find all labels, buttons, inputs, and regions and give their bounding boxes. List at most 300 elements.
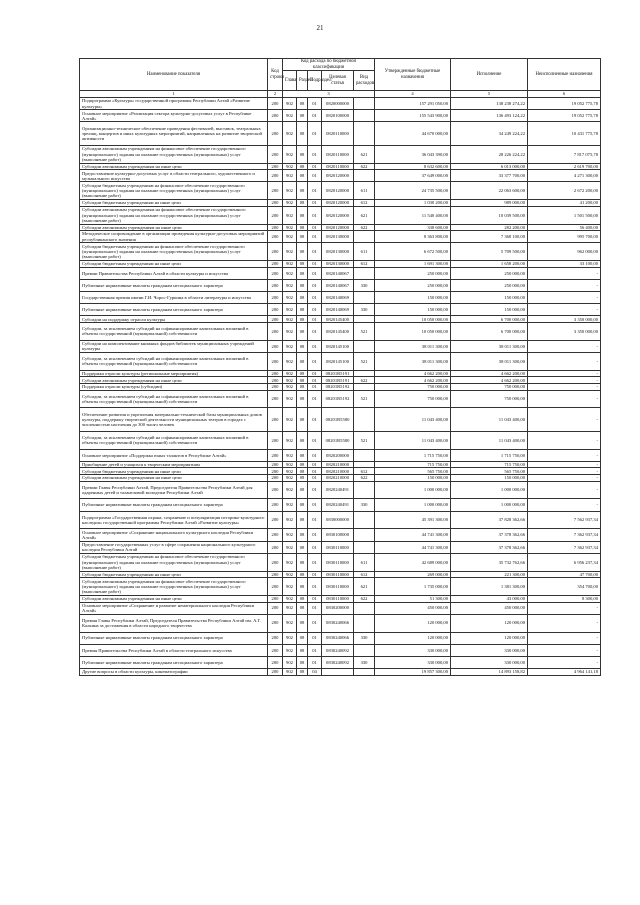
row-razdel: 08 — [297, 595, 308, 602]
row-vid — [354, 370, 375, 377]
row-target: 08201R5580 — [322, 431, 354, 449]
row-approved: 10 050 000,00 — [375, 323, 451, 341]
row-name: Предоставление культурно-досуговых услуг в области театрального, художественного и музыкального искусства — [80, 170, 268, 182]
row-glava: 902 — [283, 461, 297, 468]
row-razdel: 08 — [297, 475, 308, 482]
page-number: 21 — [316, 24, 324, 32]
row-vid — [354, 602, 375, 614]
row-unexecuted: - — [528, 499, 601, 511]
row-glava: 902 — [283, 475, 297, 482]
row-name: Субсидии на поддержку отрасли культуры — [80, 316, 268, 323]
row-vid: 622 — [354, 224, 375, 231]
row-name: Основное мероприятие «Поддержка юных талантов в Республике Алтай» — [80, 449, 268, 461]
row-executed: 1 000 000,00 — [451, 481, 528, 499]
row-approved: 37 649 000,00 — [375, 170, 451, 182]
row-vid — [354, 408, 375, 431]
row-approved: 120 000,00 — [375, 614, 451, 632]
row-name: Основное мероприятие «Сохранение национального культурного наследия Республики Алтай» — [80, 529, 268, 541]
table-row — [80, 656, 601, 668]
row-podrazdel: 01 — [308, 511, 322, 529]
row-podrazdel: 01 — [308, 553, 322, 571]
table-row — [80, 224, 601, 231]
row-code: 200 — [268, 481, 283, 499]
row-approved: 750 000,00 — [375, 390, 451, 408]
row-code: 200 — [268, 511, 283, 529]
row-razdel: 08 — [297, 431, 308, 449]
row-approved: 44 741 300,00 — [375, 529, 451, 541]
row-vid: 330 — [354, 632, 375, 644]
row-vid — [354, 481, 375, 499]
row-razdel: 08 — [297, 656, 308, 668]
row-unexecuted: 7 362 937,34 — [528, 529, 601, 541]
row-approved: 1 715 750,00 — [375, 449, 451, 461]
row-vid: 612 — [354, 468, 375, 475]
row-approved: 24 735 500,00 — [375, 182, 451, 200]
row-target: 0820130000 — [322, 243, 354, 261]
row-executed: 282 200,00 — [451, 224, 528, 231]
row-name: Субсидии, за исключением субсидий на софинансирование капитальных вложений в объекты государственной (муниципальной) собственности — [80, 353, 268, 371]
row-unexecuted: 7 362 937,34 — [528, 541, 601, 553]
row-code: 200 — [268, 377, 283, 384]
row-executed: 37 378 362,66 — [451, 541, 528, 553]
row-razdel: 08 — [297, 353, 308, 371]
row-razdel: 08 — [297, 481, 308, 499]
row-code: 200 — [268, 669, 283, 676]
row-target: 0820130000 — [322, 261, 354, 268]
row-name: Поддержка отрасли культуры (субсидии) — [80, 384, 268, 391]
row-glava: 902 — [283, 449, 297, 461]
row-vid: 622 — [354, 595, 375, 602]
row-executed: 1 000 000,00 — [451, 499, 528, 511]
row-approved: 4 662 200,00 — [375, 370, 451, 377]
row-unexecuted: - — [528, 602, 601, 614]
row-glava: 902 — [283, 656, 297, 668]
row-vid: 330 — [354, 499, 375, 511]
row-vid — [354, 340, 375, 352]
row-podrazdel: 01 — [308, 231, 322, 243]
row-razdel: 08 — [297, 669, 308, 676]
row-name: Субсидии бюджетным учреждениям на финансовое обеспечение государственного (муниципального) задания на оказание государственных (муниципальных) услуг (выполнение работ) — [80, 243, 268, 261]
table-body — [80, 98, 601, 676]
row-vid — [354, 461, 375, 468]
row-unexecuted: - — [528, 461, 601, 468]
row-approved: 330 000,00 — [375, 644, 451, 656]
row-approved: 157 291 050,00 — [375, 98, 451, 110]
row-code: 200 — [268, 390, 283, 408]
row-unexecuted: 2 672 200,00 — [528, 182, 601, 200]
row-glava: 902 — [283, 182, 297, 200]
table-row — [80, 461, 601, 468]
table-row — [80, 353, 601, 371]
row-target: 0820140067 — [322, 279, 354, 291]
row-target: 0820200000 — [322, 449, 354, 461]
row-code: 200 — [268, 304, 283, 316]
header-code: Код строки — [268, 59, 283, 91]
row-name: Премии Правительства Республики Алтай в области культуры и искусства — [80, 267, 268, 279]
row-podrazdel: 01 — [308, 170, 322, 182]
row-approved: 11 043 400,00 — [375, 431, 451, 449]
row-name: Субсидии автономным учреждениям на иные цели — [80, 224, 268, 231]
row-name: Субсидии автономным учреждениям на иные цели — [80, 595, 268, 602]
row-name: Приобщение детей и учащихся к творческим мероприятиям — [80, 461, 268, 468]
row-unexecuted: - — [528, 304, 601, 316]
row-glava: 902 — [283, 578, 297, 596]
row-unexecuted: 1 501 500,00 — [528, 206, 601, 224]
row-glava: 902 — [283, 390, 297, 408]
row-podrazdel: 01 — [308, 529, 322, 541]
row-name: Премия Правительства Республики Алтай в области театрального искусства — [80, 644, 268, 656]
row-glava: 902 — [283, 323, 297, 341]
row-unexecuted: 8 300,00 — [528, 595, 601, 602]
table-row — [80, 323, 601, 341]
row-executed: 22 063 600,00 — [451, 182, 528, 200]
row-executed: 11 043 400,00 — [451, 408, 528, 431]
row-razdel: 08 — [297, 279, 308, 291]
row-approved: 6 672 500,00 — [375, 243, 451, 261]
row-unexecuted: 7 562 937,34 — [528, 511, 601, 529]
row-razdel: 08 — [297, 200, 308, 207]
row-target: 0830110000 — [322, 578, 354, 596]
row-name: Обеспечение развития и укрепления материально-технической базы муниципальных домов культуры, поддержку творческой деятельности муниципальных театров в городах с численностью населения до 300 тысяч человек — [80, 408, 268, 431]
row-vid: 521 — [354, 323, 375, 341]
row-razdel: 08 — [297, 511, 308, 529]
table-row — [80, 578, 601, 596]
row-vid: 621 — [354, 206, 375, 224]
row-name: Субсидии бюджетным учреждениям на финансовое обеспечение государственного (муниципального) задания на оказание государственных (муниципальных) услуг (выполнение работ) — [80, 553, 268, 571]
row-target: 08201R5192 — [322, 390, 354, 408]
row-glava: 902 — [283, 384, 297, 391]
row-podrazdel: 01 — [308, 541, 322, 553]
row-podrazdel: 01 — [308, 377, 322, 384]
table-row — [80, 475, 601, 482]
table-row — [80, 431, 601, 449]
row-executed: 35 732 762,66 — [451, 553, 528, 571]
row-podrazdel: 01 — [308, 163, 322, 170]
row-target: 0820145400 — [322, 323, 354, 341]
row-unexecuted: 19 052 775,78 — [528, 110, 601, 122]
row-unexecuted: 19 052 775,78 — [528, 98, 601, 110]
row-podrazdel: 01 — [308, 449, 322, 461]
row-approved: 1 691 300,00 — [375, 261, 451, 268]
row-executed: 4 662 200,00 — [451, 377, 528, 384]
row-executed: 450 000,00 — [451, 602, 528, 614]
row-approved: 36 043 390,00 — [375, 145, 451, 163]
row-executed: 11 043 400,00 — [451, 431, 528, 449]
row-target: 0820130000 — [322, 231, 354, 243]
row-code: 200 — [268, 595, 283, 602]
row-razdel: 08 — [297, 182, 308, 200]
row-razdel: 08 — [297, 243, 308, 261]
row-razdel: 08 — [297, 578, 308, 596]
row-executed: 120 000,00 — [451, 632, 528, 644]
row-razdel: 08 — [297, 408, 308, 431]
row-vid: 612 — [354, 261, 375, 268]
row-target: 0820120000 — [322, 200, 354, 207]
row-vid: 611 — [354, 553, 375, 571]
row-target: 08201R5191 — [322, 377, 354, 384]
row-code: 200 — [268, 468, 283, 475]
row-approved: 1 735 000,00 — [375, 578, 451, 596]
row-target: 0830110000 — [322, 541, 354, 553]
row-approved: 450 000,00 — [375, 602, 451, 614]
row-vid: 612 — [354, 571, 375, 578]
row-target: 0830240092 — [322, 656, 354, 668]
row-podrazdel: 01 — [308, 353, 322, 371]
row-glava: 902 — [283, 571, 297, 578]
row-executed: 138 238 274,22 — [451, 98, 528, 110]
row-unexecuted: 10 431 775,78 — [528, 122, 601, 145]
row-target: 0830000000 — [322, 511, 354, 529]
row-unexecuted: - — [528, 370, 601, 377]
row-name: Подпрограмма «Государственная охрана, сохранение и популяризация историко-культурного наследия» государственной программы Республики Алтай «Развитие культуры» — [80, 511, 268, 529]
row-vid — [354, 449, 375, 461]
row-glava: 902 — [283, 431, 297, 449]
row-razdel: 08 — [297, 145, 308, 163]
table-row — [80, 602, 601, 614]
row-target — [322, 669, 354, 676]
row-approved: 250 000,00 — [375, 267, 451, 279]
row-code: 200 — [268, 110, 283, 122]
row-name: Премия Главы Республики Алтай, Председателя Правительства Республики Алтай им. А.Г. Калкина за достижения в области народного творчества — [80, 614, 268, 632]
row-razdel: 08 — [297, 370, 308, 377]
row-podrazdel: 01 — [308, 340, 322, 352]
row-approved: 38 011 300,00 — [375, 340, 451, 352]
row-unexecuted: 4 964 141,18 — [528, 669, 601, 676]
row-glava: 902 — [283, 279, 297, 291]
row-vid — [354, 614, 375, 632]
row-approved: 150 000,00 — [375, 292, 451, 304]
table-row — [80, 279, 601, 291]
row-executed: 6 013 000,00 — [451, 163, 528, 170]
row-podrazdel: 01 — [308, 267, 322, 279]
row-unexecuted: - — [528, 431, 601, 449]
table-row — [80, 170, 601, 182]
row-razdel: 08 — [297, 541, 308, 553]
row-razdel: 08 — [297, 292, 308, 304]
row-target: 0820100000 — [322, 110, 354, 122]
row-vid — [354, 292, 375, 304]
row-target: 0830100000 — [322, 529, 354, 541]
row-code: 200 — [268, 292, 283, 304]
row-code: 200 — [268, 499, 283, 511]
row-approved: 150 000,00 — [375, 475, 451, 482]
row-approved: 338 600,00 — [375, 224, 451, 231]
row-name: Субсидии бюджетным учреждениям на финансовое обеспечение государственного (муниципального) задания на оказание государственных (муниципальных) услуг (выполнение работ) — [80, 182, 268, 200]
row-code: 200 — [268, 122, 283, 145]
row-razdel: 08 — [297, 390, 308, 408]
header-podrazdel: Подраздел — [308, 71, 322, 91]
row-razdel: 08 — [297, 468, 308, 475]
row-vid: 521 — [354, 353, 375, 371]
row-approved: 11 043 400,00 — [375, 408, 451, 431]
row-target: 0820240491 — [322, 499, 354, 511]
row-executed: 330 000,00 — [451, 656, 528, 668]
row-name: Субсидии автономным учреждениям на финансовое обеспечение государственного (муниципального) задания на оказание государственных (муниципальных) услуг (выполнение работ) — [80, 145, 268, 163]
row-glava: 902 — [283, 243, 297, 261]
row-podrazdel: 01 — [308, 384, 322, 391]
row-executed: 10 039 500,00 — [451, 206, 528, 224]
row-code: 200 — [268, 408, 283, 431]
row-vid — [354, 511, 375, 529]
row-executed: 28 226 224,22 — [451, 145, 528, 163]
row-podrazdel: 01 — [308, 578, 322, 596]
row-target: 0820240491 — [322, 481, 354, 499]
row-vid: 521 — [354, 390, 375, 408]
row-code: 200 — [268, 231, 283, 243]
row-name: Государственная премия имени Г.И. Чорос-Гуркина в области литературы и искусства — [80, 292, 268, 304]
row-executed: 150 000,00 — [451, 292, 528, 304]
table-row — [80, 669, 601, 676]
row-glava: 902 — [283, 231, 297, 243]
table-row — [80, 614, 601, 632]
row-glava: 902 — [283, 353, 297, 371]
row-code: 200 — [268, 578, 283, 596]
row-code: 200 — [268, 461, 283, 468]
row-target: 0820110000 — [322, 163, 354, 170]
row-razdel: 08 — [297, 122, 308, 145]
row-target: 0820000000 — [322, 98, 354, 110]
budget-execution-table — [79, 58, 601, 676]
row-razdel: 08 — [297, 632, 308, 644]
row-name: Субсидии бюджетным учреждениям на иные цели — [80, 468, 268, 475]
row-name: Субсидии бюджетным учреждениям на иные цели — [80, 200, 268, 207]
row-target: 0820140069 — [322, 304, 354, 316]
row-approved: 330 000,00 — [375, 656, 451, 668]
row-podrazdel: 01 — [308, 431, 322, 449]
row-code: 200 — [268, 614, 283, 632]
row-code: 200 — [268, 170, 283, 182]
row-podrazdel: 01 — [308, 323, 322, 341]
table-row — [80, 145, 601, 163]
row-code: 200 — [268, 279, 283, 291]
row-vid — [354, 669, 375, 676]
row-name: Субсидии автономным учреждениям на иные цели — [80, 475, 268, 482]
table-row — [80, 110, 601, 122]
row-glava: 902 — [283, 340, 297, 352]
table-row — [80, 98, 601, 110]
row-target: 0820120000 — [322, 224, 354, 231]
row-vid — [354, 529, 375, 541]
row-razdel: 08 — [297, 267, 308, 279]
row-glava: 902 — [283, 304, 297, 316]
row-razdel: 08 — [297, 206, 308, 224]
row-approved: 120 000,00 — [375, 632, 451, 644]
row-unexecuted: - — [528, 353, 601, 371]
header-executed: Исполнение — [451, 59, 528, 91]
row-executed: 221 300,00 — [451, 571, 528, 578]
header-unexecuted: Неисполненные назначения — [528, 59, 601, 91]
row-approved: 1 030 200,00 — [375, 200, 451, 207]
row-code: 200 — [268, 182, 283, 200]
row-executed: 5 709 500,00 — [451, 243, 528, 261]
row-executed: 150 000,00 — [451, 304, 528, 316]
row-razdel: 08 — [297, 461, 308, 468]
row-unexecuted: 962 000,00 — [528, 243, 601, 261]
row-glava: 902 — [283, 292, 297, 304]
row-vid — [354, 644, 375, 656]
row-target: 0830240092 — [322, 644, 354, 656]
row-podrazdel: 01 — [308, 243, 322, 261]
header-vid: Вид расходов — [354, 71, 375, 91]
row-executed: 14 893 158,82 — [451, 669, 528, 676]
row-unexecuted: - — [528, 656, 601, 668]
row-target: 0820140069 — [322, 292, 354, 304]
row-target: 0830110000 — [322, 595, 354, 602]
row-approved: 8 363 800,00 — [375, 231, 451, 243]
row-podrazdel: 01 — [308, 110, 322, 122]
row-target: 08201R5191 — [322, 370, 354, 377]
row-approved: 150 000,00 — [375, 304, 451, 316]
table-row — [80, 261, 601, 268]
row-target: 0820145100 — [322, 353, 354, 371]
row-glava: 902 — [283, 553, 297, 571]
row-glava: 902 — [283, 206, 297, 224]
row-executed: 37 378 362,66 — [451, 529, 528, 541]
row-podrazdel: 01 — [308, 656, 322, 668]
row-executed: 1 658 200,00 — [451, 261, 528, 268]
row-name: Субсидии автономным учреждениям на иные цели — [80, 377, 268, 384]
row-name: Публичные нормативные выплаты гражданам несоциального характера — [80, 632, 268, 644]
row-glava: 902 — [283, 145, 297, 163]
row-unexecuted: 33 100,00 — [528, 261, 601, 268]
row-unexecuted: - — [528, 449, 601, 461]
table-row — [80, 231, 601, 243]
table-row — [80, 182, 601, 200]
row-glava: 902 — [283, 644, 297, 656]
row-razdel: 08 — [297, 449, 308, 461]
table-row — [80, 511, 601, 529]
row-executed: 6 700 000,00 — [451, 323, 528, 341]
row-razdel: 08 — [297, 499, 308, 511]
row-executed: 43 000,00 — [451, 595, 528, 602]
row-unexecuted: - — [528, 340, 601, 352]
row-vid: 621 — [354, 145, 375, 163]
row-razdel: 08 — [297, 110, 308, 122]
table-row — [80, 370, 601, 377]
col-number: 1 — [80, 91, 268, 98]
table-row — [80, 408, 601, 431]
col-number: 6 — [528, 91, 601, 98]
row-name: Субсидии бюджетным учреждениям на иные цели — [80, 571, 268, 578]
table-row — [80, 206, 601, 224]
row-approved: 51 300,00 — [375, 595, 451, 602]
row-podrazdel: 01 — [308, 206, 322, 224]
row-executed: 330 000,00 — [451, 644, 528, 656]
row-code: 200 — [268, 200, 283, 207]
row-name: Субсидии автономным учреждениям на иные цели — [80, 163, 268, 170]
row-name: Организационно-техническое обеспечение проведения фестивалей, выставок, театральных зрелищ, концертов и иных культурных мероприятий, направленных на развитие творческой активности — [80, 122, 268, 145]
row-razdel: 08 — [297, 163, 308, 170]
row-glava: 902 — [283, 511, 297, 529]
table-row — [80, 267, 601, 279]
header-target: Целевая статья — [322, 71, 354, 91]
row-podrazdel: 01 — [308, 370, 322, 377]
row-razdel: 08 — [297, 553, 308, 571]
header-glava: Глава — [283, 71, 297, 91]
row-unexecuted: - — [528, 377, 601, 384]
row-glava: 902 — [283, 614, 297, 632]
row-unexecuted: - — [528, 408, 601, 431]
row-vid: 330 — [354, 279, 375, 291]
row-name: Премии Главы Республики Алтай, Председателя Правительства Республики Алтай для одаренных детей и талантливой молодежи Республики Алтай — [80, 481, 268, 499]
row-code: 200 — [268, 632, 283, 644]
row-glava: 902 — [283, 316, 297, 323]
row-vid: 611 — [354, 243, 375, 261]
row-podrazdel: 01 — [308, 279, 322, 291]
row-code: 200 — [268, 529, 283, 541]
row-unexecuted: - — [528, 292, 601, 304]
row-target: 0820210000 — [322, 461, 354, 468]
